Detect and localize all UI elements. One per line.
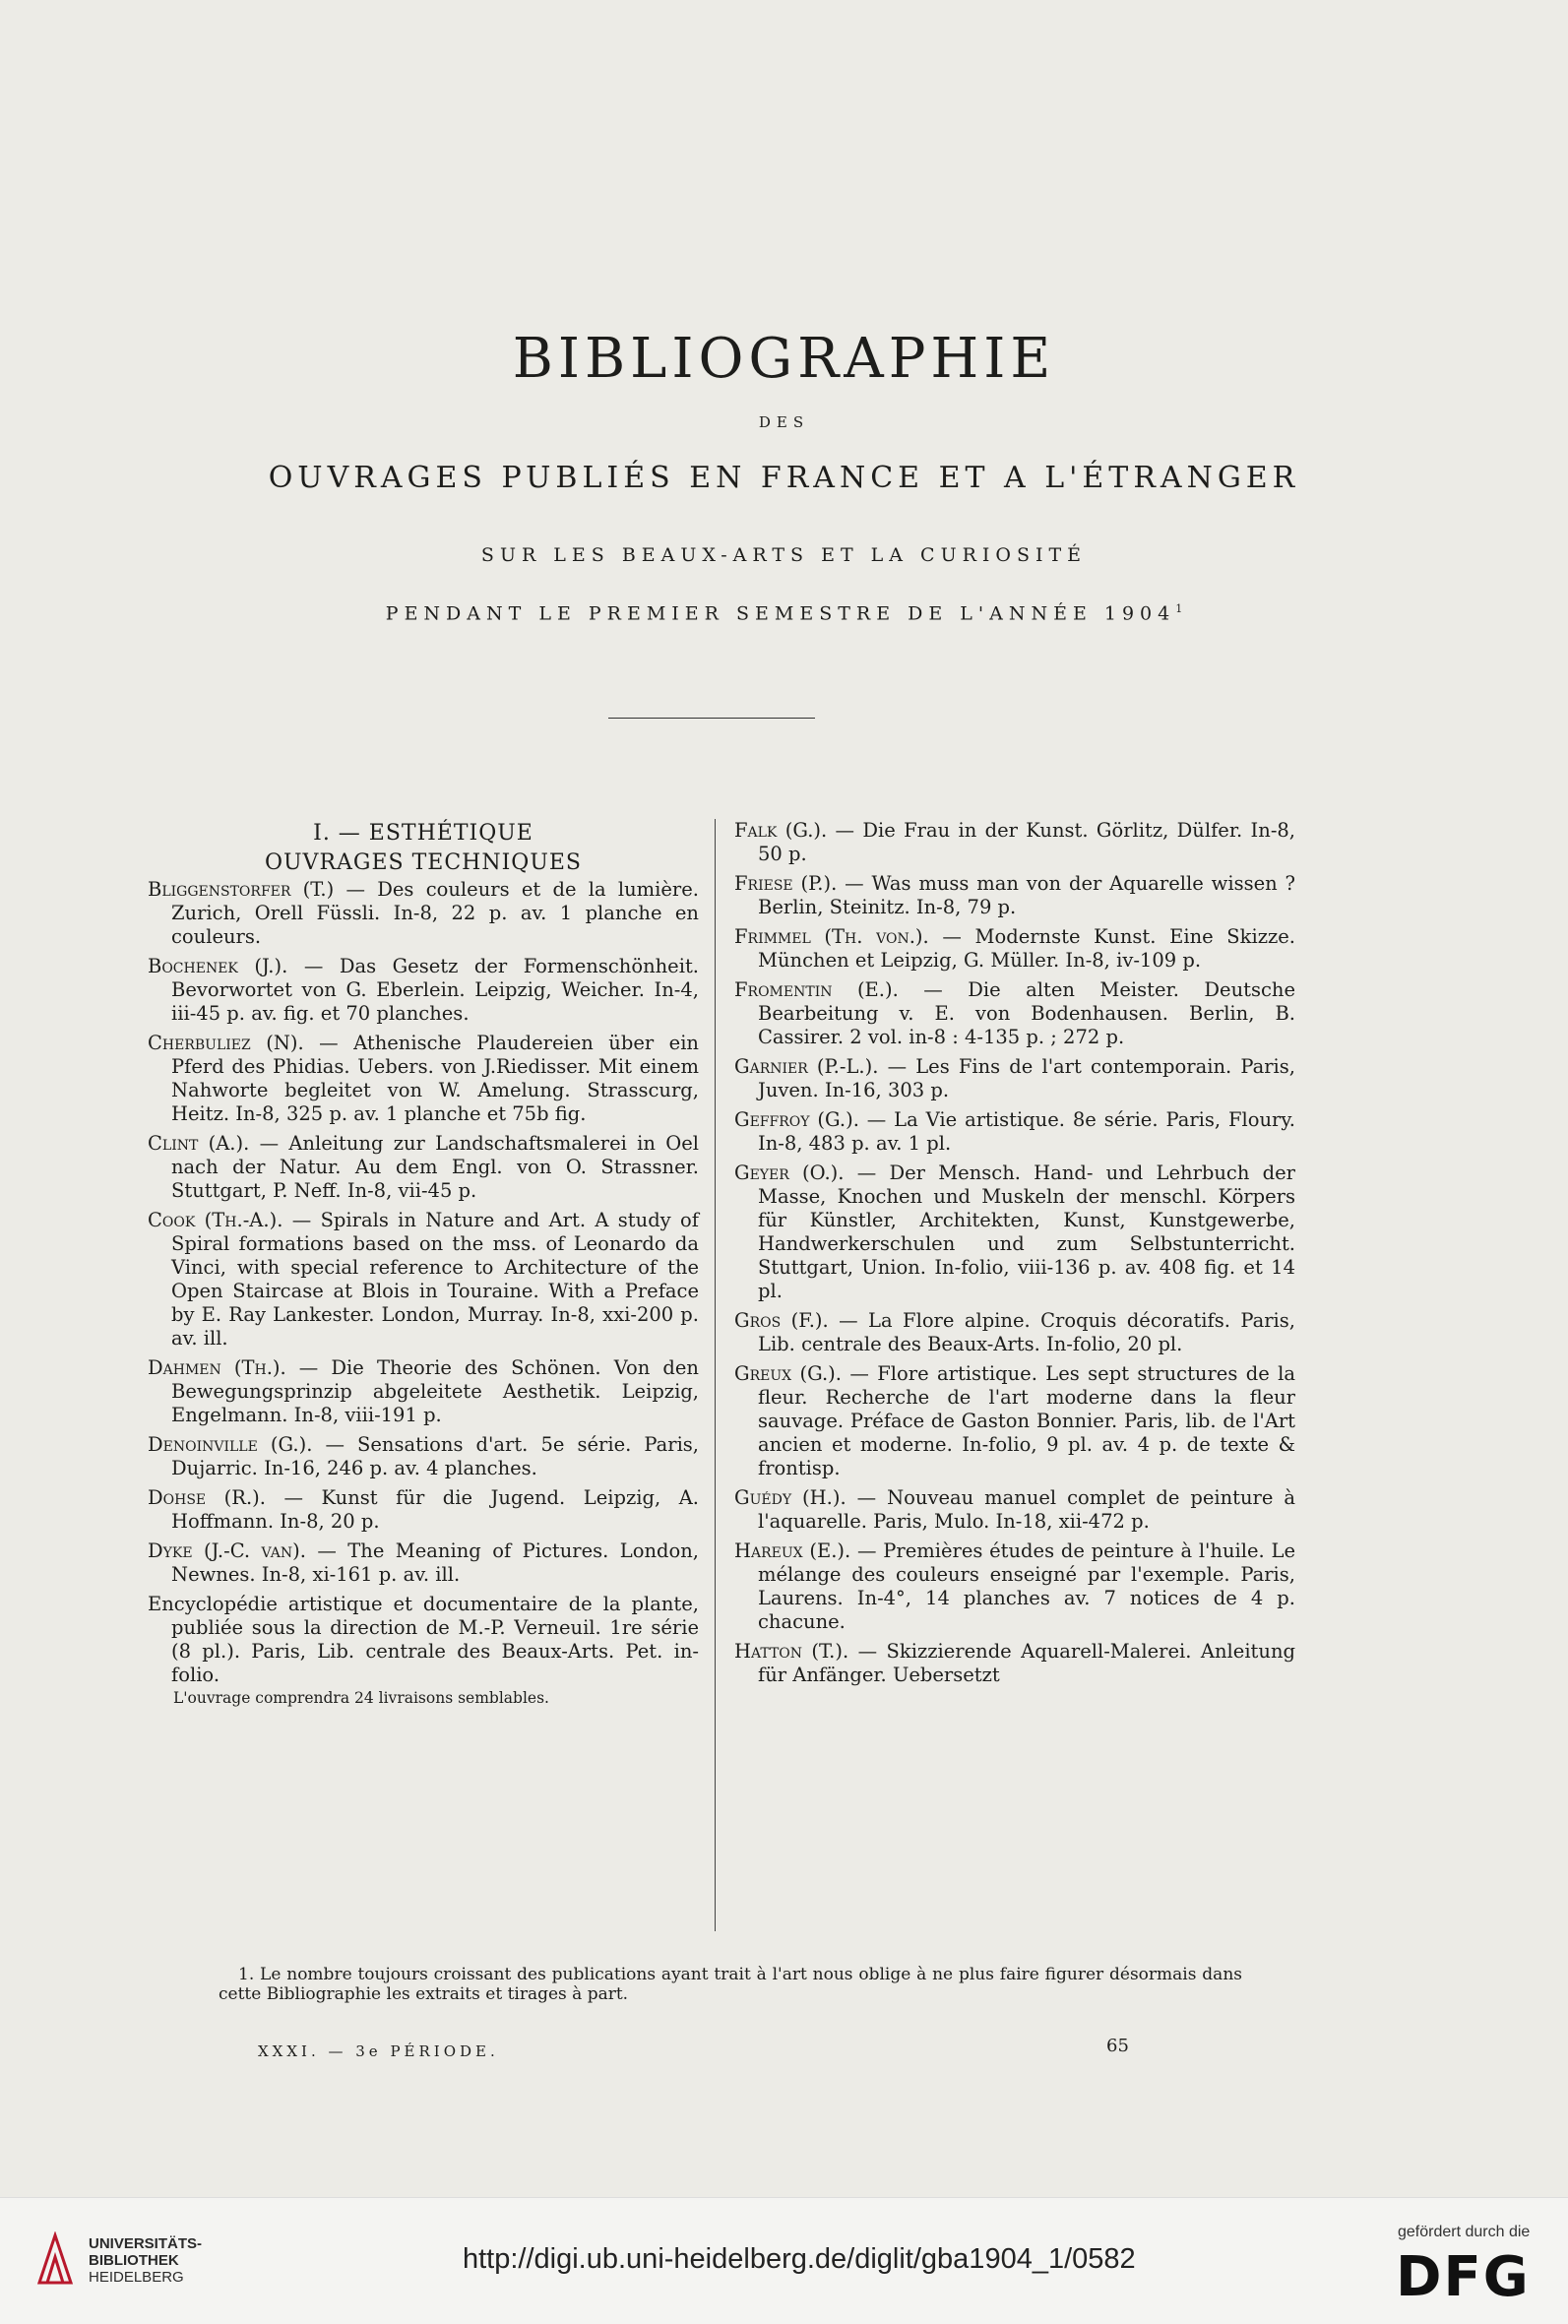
entry-author: Geyer (O.): [734, 1162, 839, 1184]
library-name-line-3: HEIDELBERG: [89, 2269, 184, 2286]
entry-text: . — Kunst für die Jugend. Leipzig, A. Hoffmann. In-8, 20 p.: [171, 1486, 699, 1533]
title-des: DES: [758, 413, 810, 431]
entry-author: Bliggenstorfer (T.): [148, 878, 335, 901]
entry-author: Dohse (R.): [148, 1486, 260, 1509]
bibliography-entry: [148, 1356, 699, 1427]
entry-text: . — Les Fins de l'art contemporain. Paris, Juven. In-16, 303 p.: [758, 1055, 1295, 1101]
entry-author: Frimmel (Th. von.): [734, 925, 923, 948]
entry-text: . — La Flore alpine. Croquis décoratifs. Paris, Lib. centrale des Beaux-Arts. In-folio, 20 pl.: [758, 1309, 1295, 1355]
left-column: [148, 819, 699, 1714]
bibliography-entry: [148, 1593, 699, 1687]
section-title: I. — ESTHÉTIQUE: [313, 821, 533, 846]
entry-text: . — Athenische Plaudereien über ein Pferd des Phidias. Uebers. von J.Riedisser. Mit einem Nahworte begleitet von W. Amelung. Strasscurg, Heitz. In-8, 325 p. av. 1 planche et 75b fig.: [171, 1032, 699, 1125]
left-entry-list: [148, 878, 699, 1687]
entry-text: Encyclopédie artistique et documentaire de la plante, publiée sous la direction de M.-P. Verneuil. 1re série (8 pl.). Paris, Lib. centrale des Beaux-Arts. Pet. in-folio.: [148, 1593, 699, 1686]
subtitle-line-2: SUR LES BEAUX-ARTS ET LA CURIOSITÉ: [480, 544, 1088, 566]
footnote: 1. Le nombre toujours croissant des publications ayant trait à l'art nous oblige à ne plus faire figurer désormais dans cette Bibliographie les extraits et tirages à part.: [219, 1965, 1242, 2004]
right-entry-list: [734, 819, 1295, 1687]
bibliography-entry: [734, 1108, 1295, 1156]
digitization-footer: [0, 2197, 1568, 2324]
entry-author: Dahmen (Th.): [148, 1356, 281, 1379]
entry-author: Bochenek (J.): [148, 955, 282, 977]
entry-author: Cook (Th.-A.): [148, 1209, 278, 1231]
library-name-line-2: BIBLIOTHEK: [89, 2252, 179, 2269]
entry-text: . — Spirals in Nature and Art. A study of Spiral formations based on the mss. of Leonardo da Vinci, with special reference to Architecture of the Open Staircase at Blois in Touraine. With a Preface by E. Ray Lankester. London, Murray. In-8, xxi-200 p. av. ill.: [171, 1209, 699, 1350]
library-name: [89, 2235, 202, 2286]
entry-text: . — Sensations d'art. 5e série. Paris, Dujarric. In-16, 246 p. av. 4 planches.: [171, 1433, 700, 1479]
bibliography-entry: [734, 1309, 1295, 1356]
entry-text: . — Die Theorie des Schönen. Von den Bewegungsprinzip abgeleitete Aesthetik. Leipzig, Engelmann. In-8, viii-191 p.: [171, 1356, 699, 1426]
bibliography-entry: [734, 1539, 1295, 1634]
entry-author: Friese (P.): [734, 872, 832, 895]
entry-author: Denoinville (G.): [148, 1433, 307, 1456]
entry-text: . — Modernste Kunst. Eine Skizze. München et Leipzig, G. Müller. In-8, iv-109 p.: [758, 925, 1296, 972]
bibliography-entry: [734, 1362, 1295, 1480]
source-url-link[interactable]: http://digi.ub.uni-heidelberg.de/diglit/gba1904_1/0582: [463, 2243, 1136, 2275]
bibliography-entry: [734, 1055, 1295, 1102]
entry-text: . — Skizzierende Aquarell-Malerei. Anleitung für Anfänger. Uebersetzt: [758, 1640, 1295, 1686]
entry-text: . — Die alten Meister. Deutsche Bearbeitung v. E. von Bodenhausen. Berlin, B. Cassirer. 2 vol. in-8 : 4-135 p. ; 272 p.: [758, 978, 1296, 1048]
entry-note: L'ouvrage comprendra 24 livraisons semblables.: [173, 1689, 549, 1707]
entry-text: . — Das Gesetz der Formenschönheit. Bevorwortet von G. Eberlein. Leipzig, Weicher. In-4, iii-45 p. av. fig. et 70 planches.: [171, 955, 699, 1025]
bibliography-entry: [148, 1486, 699, 1534]
bibliography-entry: [148, 1433, 699, 1480]
bibliography-entry: [148, 878, 699, 949]
bibliography-entry: [734, 872, 1295, 919]
bibliography-entry: [734, 819, 1295, 866]
subtitle-line-1: OUVRAGES PUBLIÉS EN FRANCE ET A L'ÉTRANGER: [268, 461, 1300, 495]
bibliography-entry: [734, 1162, 1295, 1303]
funded-by-label: gefördert durch die: [1398, 2224, 1531, 2240]
entry-author: Cherbuliez (N): [148, 1032, 298, 1054]
entry-author: Gros (F.): [734, 1309, 823, 1332]
entry-text: — Des couleurs et de la lumière. Zurich, Orell Füssli. In-8, 22 p. av. 1 planche en couleurs.: [171, 878, 699, 948]
bibliography-entry: [734, 925, 1295, 973]
entry-author: Falk (G.): [734, 819, 822, 842]
entry-text: . — La Vie artistique. 8e série. Paris, Floury. In-8, 483 p. av. 1 pl.: [758, 1108, 1295, 1155]
entry-text: . — Die Frau in der Kunst. Görlitz, Dülfer. In-8, 50 p.: [758, 819, 1296, 865]
entry-text: . — Der Mensch. Hand- und Lehrbuch der Masse, Knochen und Muskeln der menschl. Körpers für Künstler, Architekten, Kunst, Kunstgewerbe, Handwerkerschulen und zum Selbstunterricht. Stuttgart, Union. In-folio, viii-136 p. av. 408 fig. et 14 pl.: [758, 1162, 1295, 1302]
dfg-logo: DFG: [1396, 2245, 1531, 2309]
signature-mark: XXXI. — 3e PÉRIODE.: [258, 2042, 499, 2060]
title-divider: [608, 718, 815, 719]
entry-text: . — Anleitung zur Landschaftsmalerei in Oel nach der Natur. Au dem Engl. von O. Strassner. Stuttgart, P. Neff. In-8, vii-45 p.: [171, 1132, 699, 1202]
section-subtitle: OUVRAGES TECHNIQUES: [264, 850, 582, 875]
subtitle-line-3-text: PENDANT LE PREMIER SEMESTRE DE L'ANNÉE 1904: [385, 602, 1176, 625]
page-number: 65: [1106, 2036, 1129, 2056]
column-divider: [715, 819, 716, 1931]
entry-text: . — Premières études de peinture à l'huile. Le mélange des couleurs enseigné par l'exemple. Paris, Laurens. In-4°, 14 planches av. 7 notices de 4 p. chacune.: [758, 1539, 1295, 1633]
bibliography-entry: [148, 1132, 699, 1203]
entry-text: . — The Meaning of Pictures. London, Newnes. In-8, xi-161 p. av. ill.: [171, 1539, 700, 1586]
library-name-line-1: UNIVERSITÄTS-: [89, 2235, 203, 2252]
entry-author: Hatton (T.): [734, 1640, 843, 1663]
footnote-marker: 1: [1175, 602, 1183, 615]
bibliography-entry: [148, 1032, 699, 1126]
bibliography-entry: [734, 1640, 1295, 1687]
entry-text: . — Flore artistique. Les sept structures de la fleur. Recherche de l'art moderne dans la fleur sauvage. Préface de Gaston Bonnier. Paris, lib. de l'Art ancien et moderne. In-folio, 9 pl. av. 4 p. de texte & frontisp.: [758, 1362, 1295, 1479]
subtitle-line-3: [0, 602, 1568, 624]
bibliography-entry: [148, 1209, 699, 1350]
entry-author: Dyke (J.-C. van): [148, 1539, 300, 1562]
university-library-logo-icon: [35, 2231, 75, 2287]
entry-author: Clint (A.): [148, 1132, 244, 1155]
entry-author: Greux (G.): [734, 1362, 836, 1385]
entry-text: . — Nouveau manuel complet de peinture à l'aquarelle. Paris, Mulo. In-18, xii-472 p.: [758, 1486, 1295, 1533]
bibliography-entry: [148, 955, 699, 1026]
bibliography-entry: [734, 1486, 1295, 1534]
entry-author: Guédy (H.): [734, 1486, 841, 1509]
bibliography-entry: [148, 1539, 699, 1587]
entry-author: Geffroy (G.): [734, 1108, 853, 1131]
bibliography-entry: [734, 978, 1295, 1049]
entry-text: . — Was muss man von der Aquarelle wissen ? Berlin, Steinitz. In-8, 79 p.: [758, 872, 1295, 918]
entry-author: Hareux (E.): [734, 1539, 846, 1562]
page-title: BIBLIOGRAPHIE: [512, 327, 1056, 391]
entry-author: Garnier (P.-L.): [734, 1055, 873, 1078]
entry-author: Fromentin (E.): [734, 978, 893, 1001]
right-column: [734, 819, 1295, 1693]
